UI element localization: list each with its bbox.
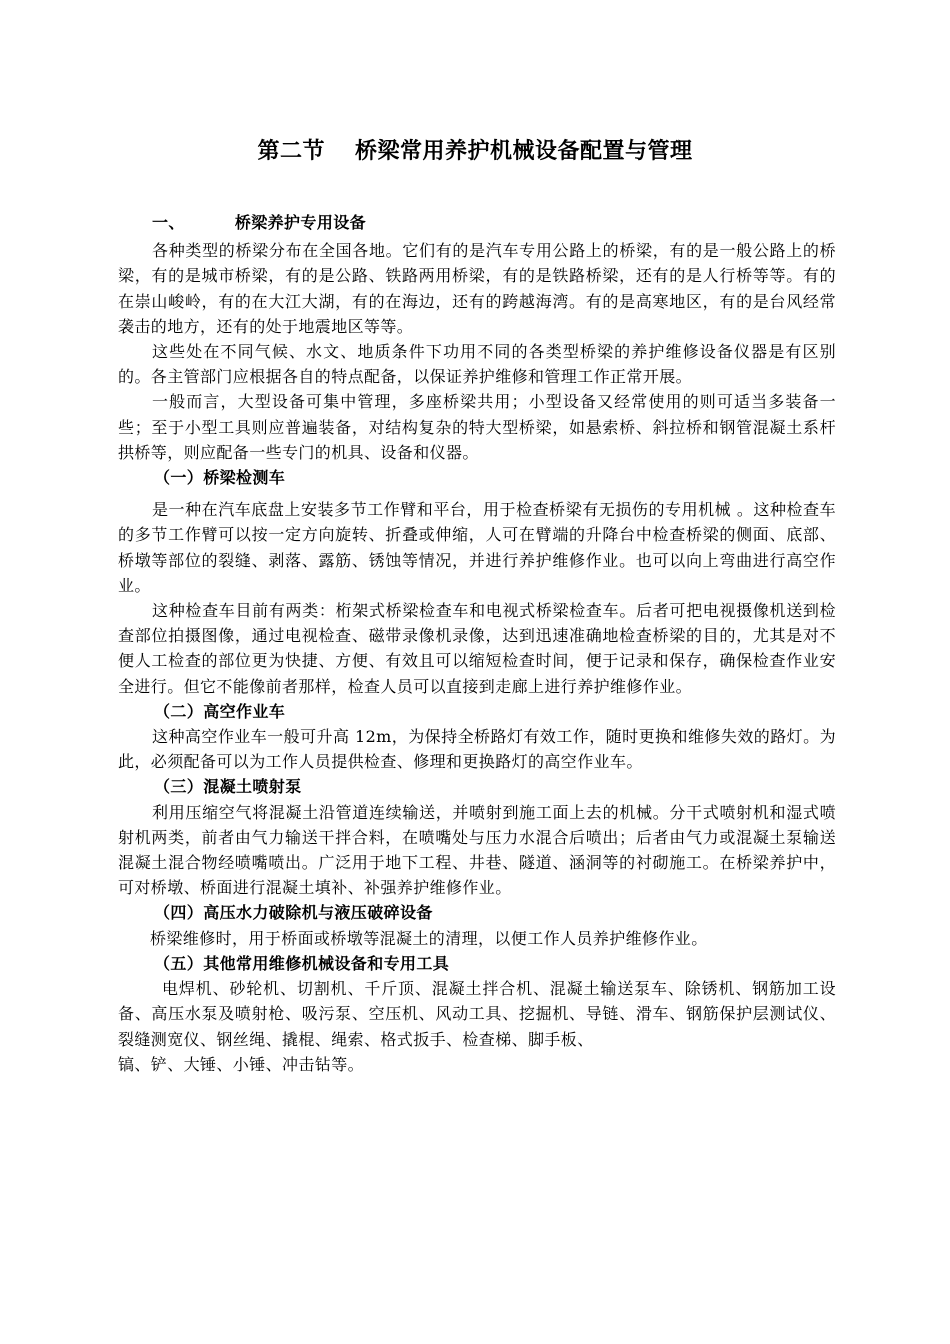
section-number: 第二节 — [257, 139, 325, 164]
paragraph-other-tools-tail: 镐、铲、大锤、小锤、冲击钻等。 — [118, 1054, 365, 1074]
paragraph-concrete-spray-pump: 利用压缩空气将混凝土沿管道连续输送，并喷射到施工面上去的机械。分干式喷射机和湿式喷射机两类，前者由气力输送干拌合料，在喷嘴处与压力水混合后喷出；后者由气力或混凝土泵输送混凝土混合物经喷嘴喷出。广泛用于地下工程、井巷、隧道、涵洞等的衬砌施工。在桥梁养护中，可对桥墩、桥面进行混凝土填补、补强养护维修作业。 — [118, 802, 836, 898]
subheading-concrete-spray-pump: （三）混凝土喷射泵 — [154, 777, 302, 797]
heading-text: 桥梁养护专用设备 — [234, 213, 367, 232]
section-title: 桥梁常用养护机械设备配置与管理 — [355, 139, 693, 164]
paragraph-intro-1: 各种类型的桥梁分布在全国各地。它们有的是汽车专用公路上的桥梁，有的是一般公路上的桥梁，有的是城市桥梁，有的是公路、铁路两用桥梁，有的是铁路桥梁，还有的是人行桥等等。有的在崇山峻岭，有的在大江大湖，有的在海边，还有的跨越海湾。有的是高寒地区，有的是台风经常袭击的地方，还有的处于地震地区等等。 — [118, 241, 836, 336]
paragraph-aerial-vehicle: 这种高空作业车一般可升高 12m，为保持全桥路灯有效工作，随时更换和维修失效的路灯。为此，必须配备可以为工作人员提供检查、修理和更换路灯的高空作业车。 — [118, 727, 836, 772]
paragraph-other-tools: 电焊机、砂轮机、切割机、千斤顶、混凝土拌合机、混凝土输送泵车、除锈机、钢筋加工设备、高压水泵及喷射枪、吸污泵、空压机、风动工具、挖掘机、导链、滑车、钢筋保护层测试仪、裂缝测宽仪、钢丝绳、撬棍、绳索、格式扳手、检查梯、脚手板、 — [118, 979, 836, 1049]
subheading-other-tools: （五）其他常用维修机械设备和专用工具 — [154, 953, 450, 973]
paragraph-inspection-vehicle-2: 这种检查车目前有两类：桁架式桥梁检查车和电视式桥梁检查车。后者可把电视摄像机送到检查部位拍摄图像，通过电视检查、磁带录像机录像，达到迅速准确地检查桥梁的目的，尤其是对不便人工检查的部位更为快捷、方便、有效且可以缩短检查时间，便于记录和保存，确保检查作业安全进行。但它不能像前者那样，检查人员可以直接到走廊上进行养护维修作业。 — [118, 601, 836, 696]
paragraph-inspection-vehicle-1: 是一种在汽车底盘上安装多节工作臂和平台，用于检查桥梁有无损伤的专用机械 。这种检查车的多节工作臂可以按一定方向旋转、折叠或伸缩，人可在臂端的升降台中检查桥梁的侧面、底部、桥墩等部位的裂缝、剥落、露筋、锈蚀等情况，并进行养护维修作业。也可以向上弯曲进行高空作业。 — [118, 500, 836, 595]
subheading-inspection-vehicle: （一）桥梁检测车 — [154, 468, 286, 488]
subheading-aerial-vehicle: （二）高空作业车 — [154, 701, 286, 721]
heading-number: 一、 — [152, 213, 185, 232]
heading-level-1 — [118, 210, 836, 235]
document-body — [118, 210, 836, 1077]
paragraph-intro-3: 一般而言，大型设备可集中管理，多座桥梁共用；小型设备又经常使用的则可适当多装备一些；至于小型工具则应普遍装备，对结构复杂的特大型桥梁，如悬索桥、斜拉桥和钢管混凝土系杆拱桥等，则应配备一些专门的机具、设备和仪器。 — [118, 392, 836, 462]
paragraph-intro-2: 这些处在不同气候、水文、地质条件下功用不同的各类型桥梁的养护维修设备仪器是有区别的。各主管部门应根据各自的特点配备，以保证养护维修和管理工作正常开展。 — [118, 342, 836, 387]
page-title — [0, 137, 950, 167]
subheading-hydraulic-demolition: （四）高压水力破除机与液压破碎设备 — [154, 903, 433, 923]
paragraph-hydraulic-demolition: 桥梁维修时，用于桥面或桥墩等混凝土的清理，以便工作人员养护维修作业。 — [150, 928, 708, 948]
